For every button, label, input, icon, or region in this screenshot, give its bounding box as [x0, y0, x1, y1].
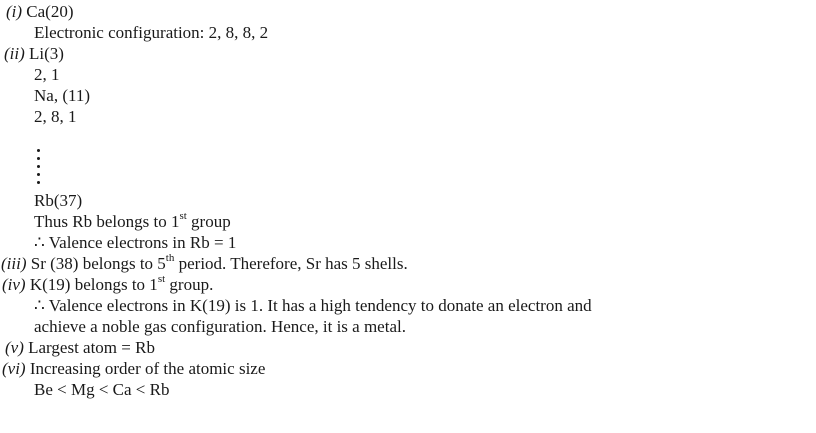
superscript: th: [165, 252, 175, 265]
item-number: (vi): [2, 359, 26, 378]
item-number: (iv): [2, 275, 26, 294]
item-line: 2, 1: [34, 65, 60, 84]
item-iii: [1, 254, 408, 274]
item-number: (iii): [1, 254, 27, 273]
item-number: (ii): [4, 44, 25, 63]
item-line: Be < Mg < Ca < Rb: [34, 380, 170, 399]
item-line: ∴ Valence electrons in K(19) is 1. It has a high tendency to donate an electron and: [34, 296, 592, 315]
vertical-ellipsis-icon: [36, 147, 42, 187]
item-iv: [2, 275, 213, 295]
text-part: group: [186, 212, 231, 231]
item-ii: [4, 44, 64, 64]
item-number: (v): [5, 338, 24, 357]
item-i: [6, 2, 74, 22]
item-line: achieve a noble gas configuration. Hence, it is a metal.: [34, 317, 406, 336]
item-vi: [2, 359, 265, 379]
text-part: group.: [165, 275, 214, 294]
superscript: st: [157, 273, 166, 286]
item-text: Increasing order of the atomic size: [29, 359, 266, 378]
item-text: Largest atom = Rb: [28, 338, 155, 357]
item-v: [5, 338, 155, 358]
item-line: Electronic configuration: 2, 8, 8, 2: [34, 23, 269, 42]
item-text: Li(3): [29, 44, 64, 63]
item-line: [34, 212, 231, 232]
item-text: Ca(20): [26, 2, 74, 21]
text-part: period. Therefore, Sr has 5 shells.: [174, 254, 408, 273]
text-part: Sr (38) belongs to 5: [30, 254, 166, 273]
text-part: K(19) belongs to 1: [29, 275, 158, 294]
item-line: ∴ Valence electrons in Rb = 1: [34, 233, 237, 252]
superscript: st: [179, 210, 187, 223]
item-line: Na, (11): [34, 86, 91, 105]
text-part: Thus Rb belongs to 1: [34, 212, 180, 231]
item-line: Rb(37): [34, 191, 83, 210]
item-number: (i): [6, 2, 23, 21]
item-line: 2, 8, 1: [34, 107, 77, 126]
